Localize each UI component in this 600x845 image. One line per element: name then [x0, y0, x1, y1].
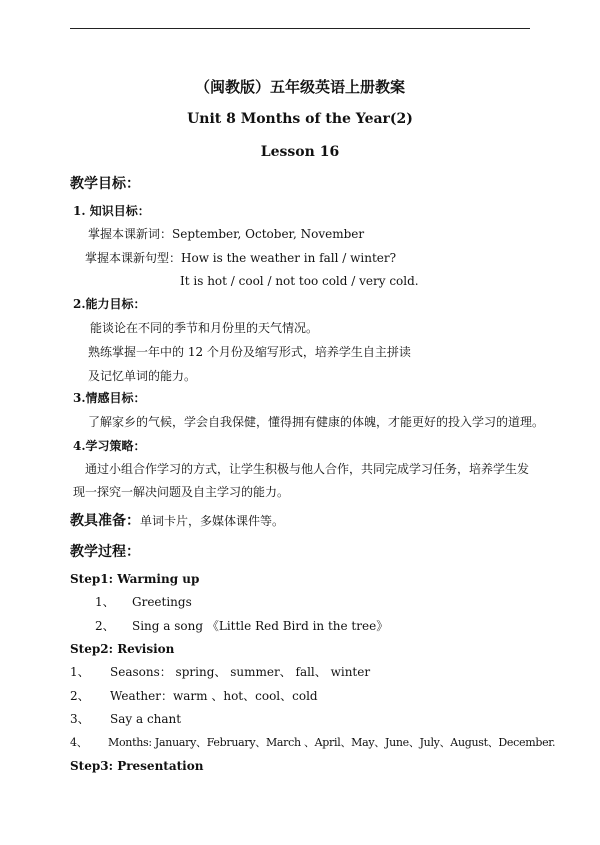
objectives-heading: 教学目标：	[70, 176, 140, 192]
strategy-line-2: 现一探究一解决问题及自主学习的能力。	[73, 485, 290, 499]
strategy-line-1: 通过小组合作学习的方式，让学生积极与他人合作，共同完成学习任务，培养学生发	[85, 462, 530, 476]
process-heading: 教学过程：	[70, 544, 140, 560]
list-item-number: 4、	[70, 736, 88, 749]
list-item	[70, 711, 181, 727]
emotion-heading: 3.情感目标：	[73, 391, 146, 405]
step3-heading: Step3: Presentation	[70, 759, 204, 773]
header-rule	[70, 28, 530, 29]
list-item-number: 2、	[70, 689, 90, 703]
sentence-answer: It is hot / cool / not too cold / very cold.	[180, 274, 419, 288]
new-words-line	[88, 226, 364, 242]
list-item	[70, 735, 555, 751]
strategy-heading: 4.学习策略：	[73, 439, 146, 453]
list-item-number: 3、	[70, 712, 90, 726]
new-words: September, October, November	[172, 227, 365, 241]
step2-heading: Step2: Revision	[70, 642, 175, 656]
new-sentences-line	[85, 250, 396, 266]
new-sentences: How is the weather in fall / winter?	[181, 251, 397, 265]
materials-label: 教具准备：	[70, 513, 140, 529]
list-item-text: Months: January、February、March 、April、May、June、July、August、December.	[108, 736, 556, 749]
new-words-label: 掌握本课新词：	[88, 227, 173, 241]
new-sentences-label: 掌握本课新句型：	[85, 251, 182, 265]
list-item-number: 1、	[95, 595, 115, 609]
lesson-title: Lesson 16	[260, 144, 340, 160]
list-item-text: Seasons： spring、 summer、 fall、 winter	[110, 665, 371, 679]
document-title: （闽教版）五年级英语上册教案	[194, 78, 405, 96]
knowledge-heading: 1. 知识目标：	[73, 204, 150, 218]
list-item-number: 2、	[95, 619, 115, 633]
list-item-text: Greetings	[132, 595, 192, 609]
ability-line-1: 能谈论在不同的季节和月份里的天气情况。	[90, 321, 319, 335]
materials-value: 单词卡片，多媒体课件等。	[140, 514, 285, 528]
materials-line	[70, 512, 284, 530]
list-item	[95, 618, 388, 634]
ability-line-3: 及记忆单词的能力。	[88, 369, 197, 383]
list-item-number: 1、	[70, 665, 90, 679]
list-item-text: Sing a song 《Little Red Bird in the tree》	[132, 619, 389, 633]
list-item	[95, 594, 192, 610]
list-item-text: Say a chant	[110, 712, 182, 726]
list-item	[70, 688, 318, 704]
unit-title: Unit 8 Months of the Year(2)	[187, 111, 413, 127]
list-item	[70, 664, 370, 680]
ability-line-2: 熟练掌握一年中的 12 个月份及缩写形式，培养学生自主拼读	[88, 345, 411, 359]
ability-heading: 2.能力目标：	[73, 297, 146, 311]
step1-heading: Step1: Warming up	[70, 572, 200, 586]
list-item-text: Weather：warm 、hot、cool、cold	[110, 689, 318, 703]
emotion-line-1: 了解家乡的气候，学会自我保健，懂得拥有健康的体魄，才能更好的投入学习的道理。	[88, 415, 545, 429]
